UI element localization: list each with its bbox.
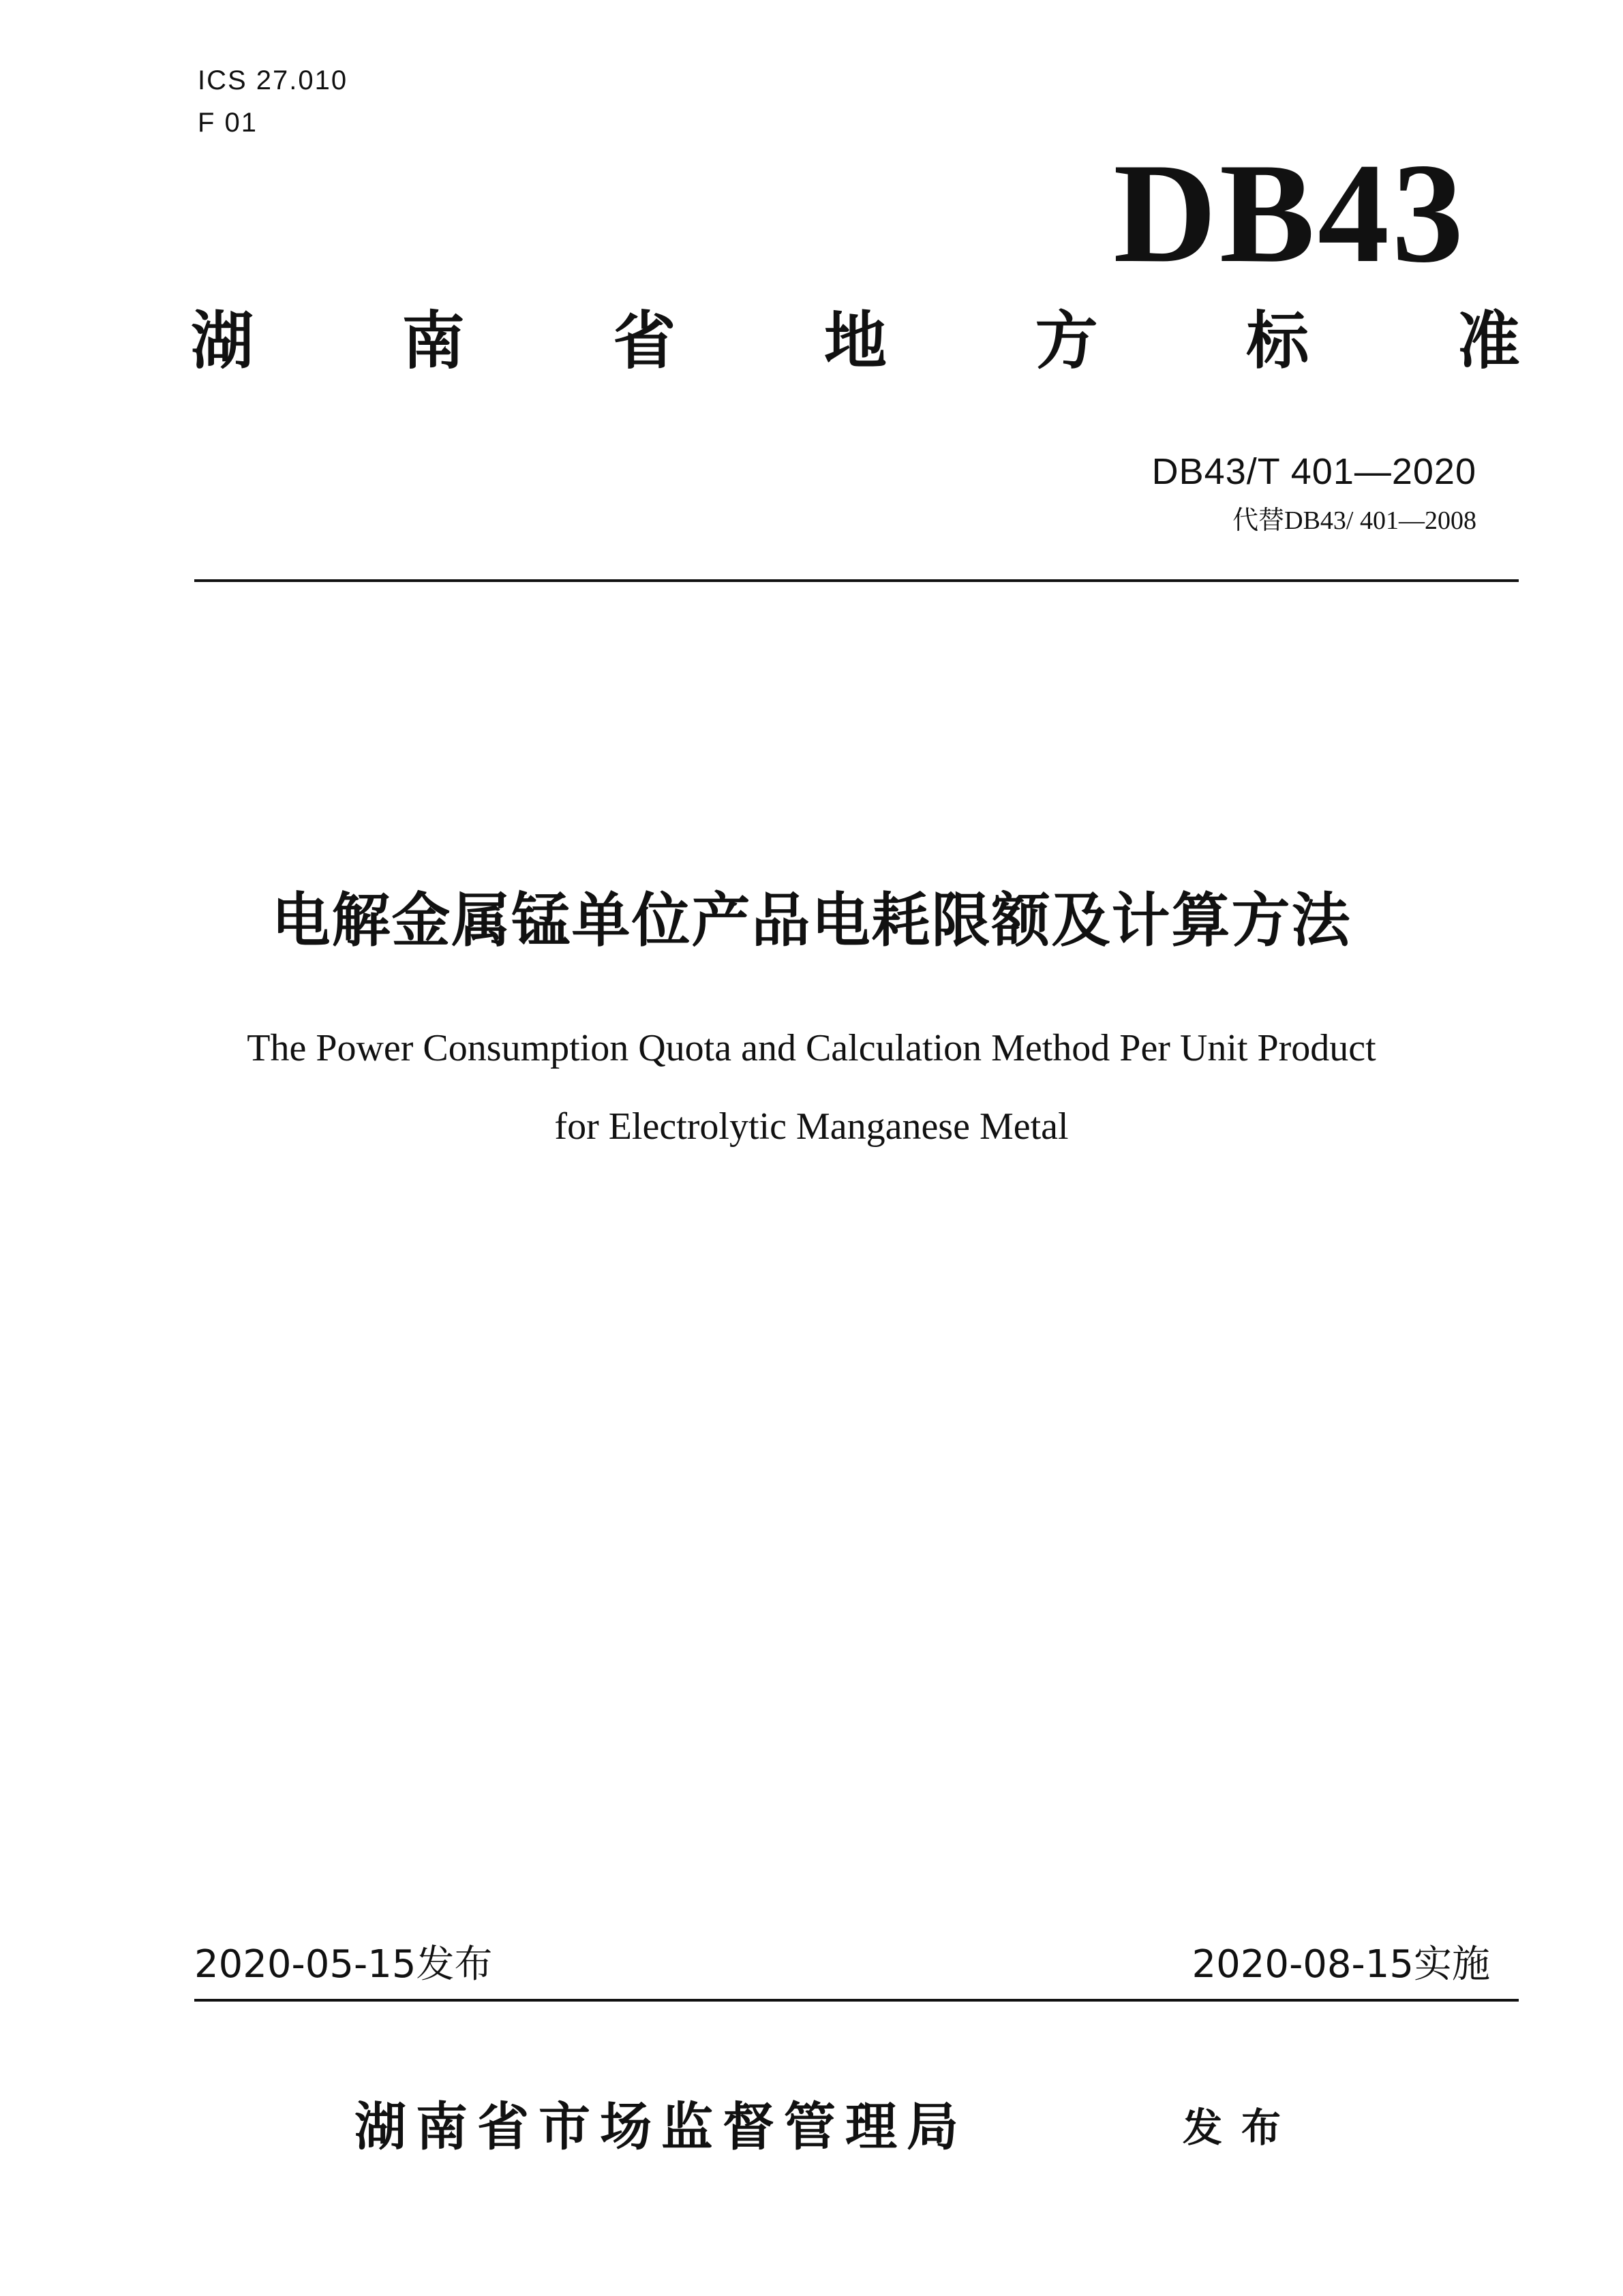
ccs-code: F 01 [198, 108, 258, 138]
standard-type-char: 省 [613, 305, 676, 378]
title-chinese: 电解金属锰单位产品电耗限额及计算方法 [271, 887, 1352, 955]
standard-type-char: 地 [823, 305, 887, 378]
issue-date: 2020-05-15发布 [194, 1942, 493, 1987]
top-divider [194, 579, 1519, 582]
standard-type-char: 标 [1246, 305, 1309, 378]
ics-code: ICS 27.010 [198, 65, 348, 95]
db43-logo: DB43 [1113, 134, 1466, 292]
standard-type-char: 南 [401, 305, 465, 378]
standard-number: DB43/T 401—2020 [1151, 451, 1476, 492]
implementation-date: 2020-08-15实施 [1192, 1942, 1490, 1987]
standard-type-heading [191, 305, 1520, 378]
publisher-name: 湖南省市场监督管理局 [354, 2096, 968, 2157]
standard-type-char: 方 [1035, 305, 1098, 378]
standard-type-char: 湖 [191, 305, 254, 378]
title-english-line-1: The Power Consumption Quota and Calculation Method Per Unit Product [247, 1027, 1376, 1069]
replaces-standard: 代替DB43/ 401—2008 [1232, 506, 1476, 535]
standard-type-char: 准 [1457, 305, 1520, 378]
publish-label: 发布 [1183, 2104, 1301, 2151]
title-english-line-2: for Electrolytic Manganese Metal [554, 1105, 1069, 1148]
bottom-divider [194, 1999, 1519, 2002]
